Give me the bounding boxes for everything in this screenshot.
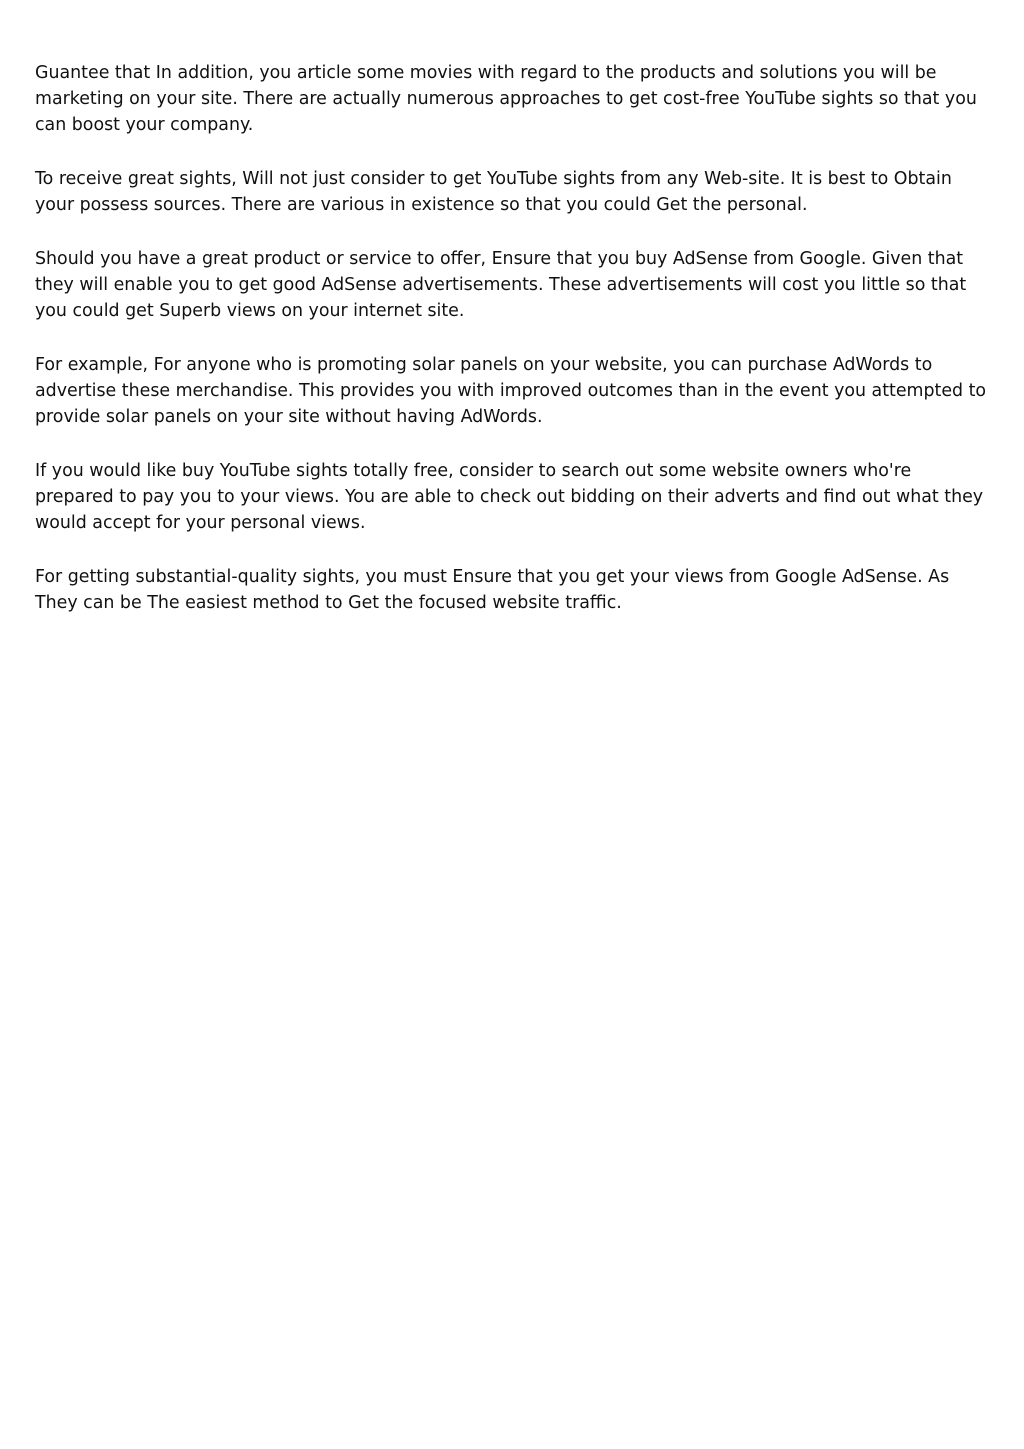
paragraph-2: To receive great sights, Will not just consider to get YouTube sights from any Web-site. It is best to Obtain your possess sources. There are various in existence so that you could Get the personal.: [35, 169, 952, 215]
paragraph-6: For getting substantial-quality sights, you must Ensure that you get your views from Google AdSense. As They can be The easiest method to Get the focused website traffic.: [35, 567, 950, 613]
paragraph-5: If you would like buy YouTube sights totally free, consider to search out some website owners who're prepared to pay you to your views. You are able to check out bidding on their adverts and find out what they would accept for your personal views.: [35, 461, 984, 533]
article-body: [35, 60, 993, 644]
paragraph-4: For example, For anyone who is promoting solar panels on your website, you can purchase AdWords to advertise these merchandise. This provides you with improved outcomes than in the event you attempted to provide solar panels on your site without having AdWords.: [35, 355, 987, 427]
paragraph-1: Guantee that In addition, you article some movies with regard to the products and solutions you will be marketing on your site. There are actually numerous approaches to get cost-free YouTube sights so that you can boost your company.: [35, 63, 977, 135]
paragraph-3: Should you have a great product or service to offer, Ensure that you buy AdSense from Google. Given that they will enable you to get good AdSense advertisements. These advertisements will cost you little so that you could get Superb views on your internet site.: [35, 249, 967, 321]
